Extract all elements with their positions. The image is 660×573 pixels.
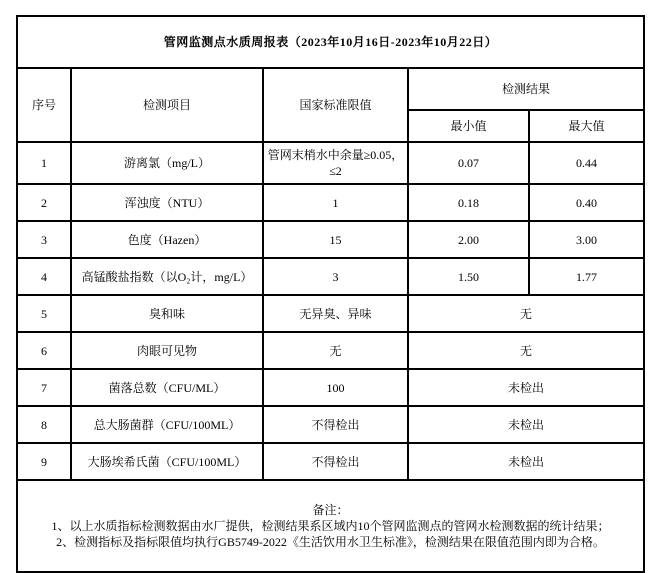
column-header-index: 序号 xyxy=(17,68,71,142)
cell-standard: 3 xyxy=(263,258,408,295)
header-row-top xyxy=(17,68,644,110)
cell-no: 2 xyxy=(17,184,71,221)
cell-item: 大肠埃希氏菌（CFU/100ML） xyxy=(71,443,263,480)
table-row xyxy=(17,295,644,332)
cell-min: 2.00 xyxy=(408,221,529,258)
cell-standard: 15 xyxy=(263,221,408,258)
cell-result: 未检出 xyxy=(408,369,644,406)
cell-result: 未检出 xyxy=(408,443,644,480)
cell-standard: 不得检出 xyxy=(263,443,408,480)
cell-standard: 1 xyxy=(263,184,408,221)
notes-label: 备注： xyxy=(312,503,349,517)
cell-standard: 100 xyxy=(263,369,408,406)
column-header-min: 最小值 xyxy=(408,110,529,142)
table-row xyxy=(17,142,644,184)
cell-no: 7 xyxy=(17,369,71,406)
cell-standard: 无 xyxy=(263,332,408,369)
cell-no: 3 xyxy=(17,221,71,258)
cell-min: 1.50 xyxy=(408,258,529,295)
table-row xyxy=(17,369,644,406)
cell-no: 1 xyxy=(17,142,71,184)
column-header-max: 最大值 xyxy=(529,110,644,142)
cell-item: 色度（Hazen） xyxy=(71,221,263,258)
note-line-1: 1、以上水质指标检测数据由水厂提供，检测结果系区域内10个管网监测点的管网水检测数据的统计结果； xyxy=(51,519,610,533)
column-header-item: 检测项目 xyxy=(71,68,263,142)
cell-max: 0.40 xyxy=(529,184,644,221)
notes-cell xyxy=(17,480,644,572)
cell-item: 肉眼可见物 xyxy=(71,332,263,369)
table-row xyxy=(17,406,644,443)
cell-result: 无 xyxy=(408,332,644,369)
page-title: 管网监测点水质周报表（2023年10月16日-2023年10月22日） xyxy=(17,16,644,68)
cell-item: 臭和味 xyxy=(71,295,263,332)
cell-no: 9 xyxy=(17,443,71,480)
note-line-2: 2、检测指标及指标限值均执行GB5749-2022《生活饮用水卫生标准》，检测结果在限值范围内即为合格。 xyxy=(56,535,605,549)
column-header-result: 检测结果 xyxy=(408,68,644,110)
table-row xyxy=(17,258,644,295)
table-row xyxy=(17,184,644,221)
cell-max: 1.77 xyxy=(529,258,644,295)
cell-min: 0.07 xyxy=(408,142,529,184)
cell-max: 3.00 xyxy=(529,221,644,258)
cell-item: 浑浊度（NTU） xyxy=(71,184,263,221)
table-row xyxy=(17,332,644,369)
cell-min: 0.18 xyxy=(408,184,529,221)
column-header-standard: 国家标准限值 xyxy=(263,68,408,142)
cell-no: 5 xyxy=(17,295,71,332)
table-row xyxy=(17,221,644,258)
water-quality-table xyxy=(16,15,645,573)
title-row xyxy=(17,16,644,68)
cell-result: 未检出 xyxy=(408,406,644,443)
cell-item: 游离氯（mg/L） xyxy=(71,142,263,184)
cell-result: 无 xyxy=(408,295,644,332)
cell-standard: 无异臭、异味 xyxy=(263,295,408,332)
cell-no: 8 xyxy=(17,406,71,443)
cell-standard: 管网末梢水中余量≥0.05，≤2 xyxy=(263,142,408,184)
notes-row xyxy=(17,480,644,572)
cell-max: 0.44 xyxy=(529,142,644,184)
table-row xyxy=(17,443,644,480)
cell-no: 4 xyxy=(17,258,71,295)
cell-item: 总大肠菌群（CFU/100ML） xyxy=(71,406,263,443)
cell-item: 菌落总数（CFU/ML） xyxy=(71,369,263,406)
cell-item: 高锰酸盐指数（以O₂计，mg/L） xyxy=(71,258,263,295)
cell-standard: 不得检出 xyxy=(263,406,408,443)
cell-no: 6 xyxy=(17,332,71,369)
